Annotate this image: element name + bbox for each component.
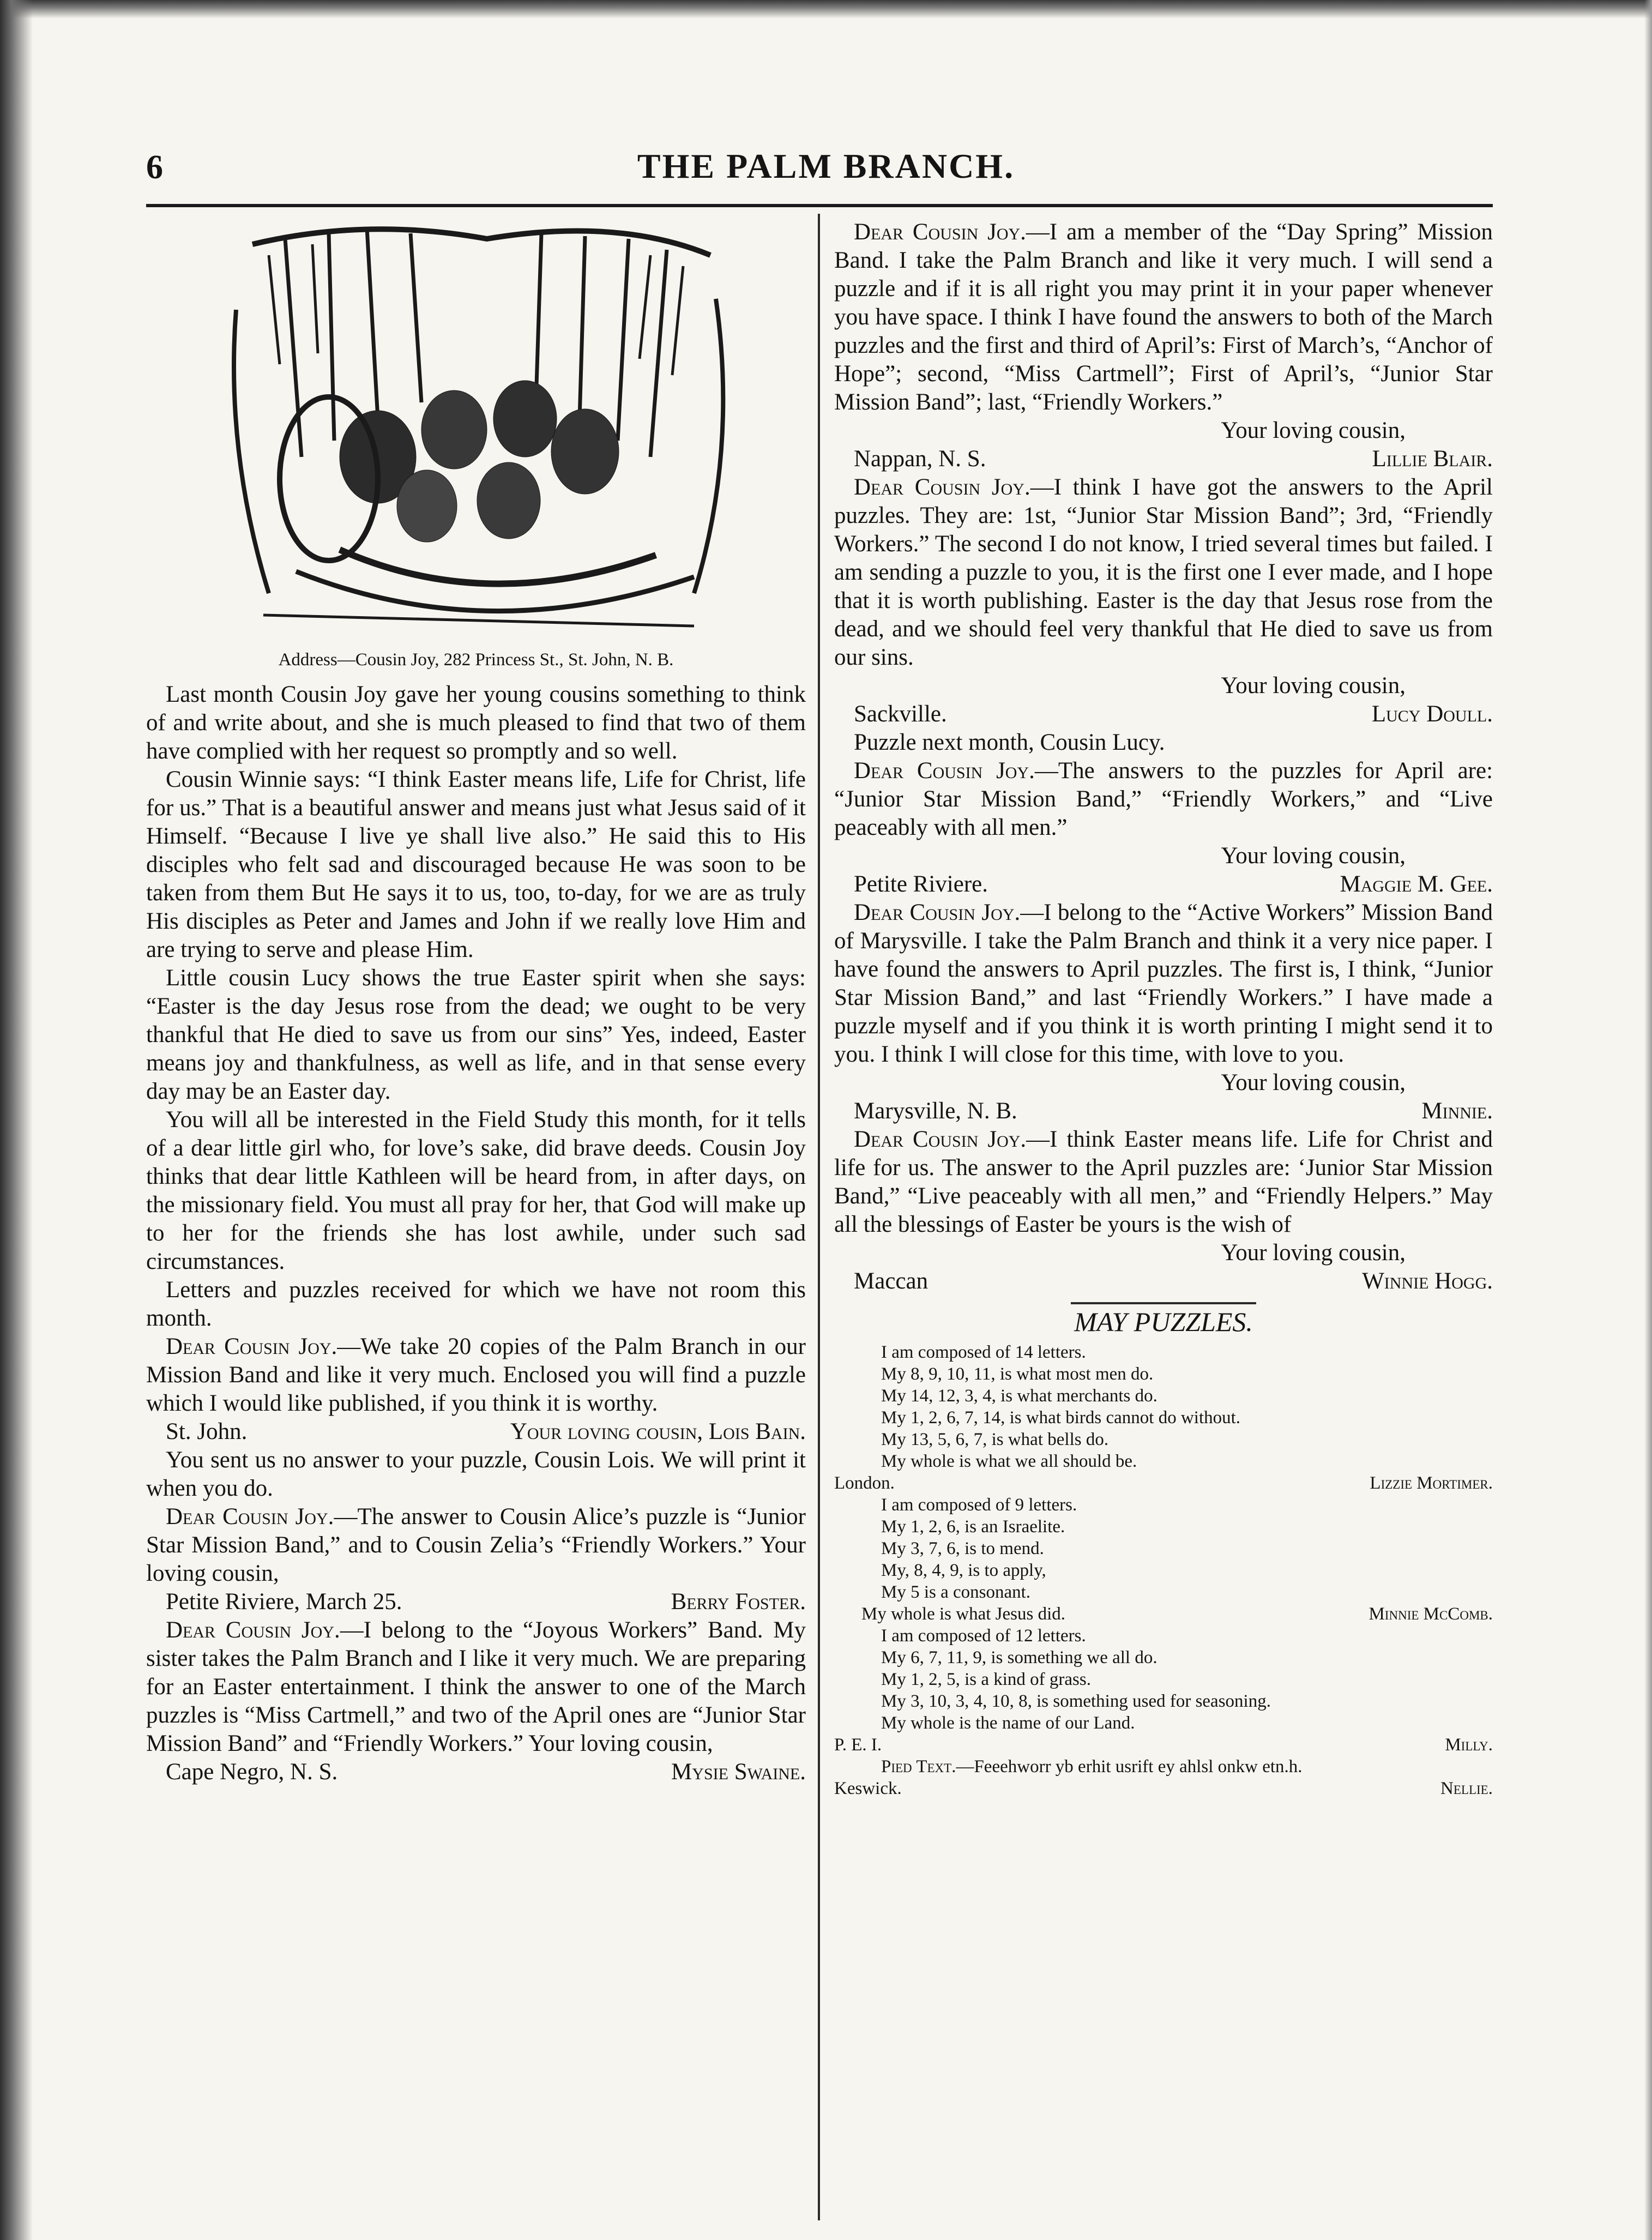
puzzle-line: My 8, 9, 10, 11, is what most men do. bbox=[881, 1364, 1154, 1384]
letter-closing: Your loving cousin, bbox=[1221, 1240, 1406, 1266]
page-number: 6 bbox=[146, 149, 163, 186]
puzzle-line: My 14, 12, 3, 4, is what merchants do. bbox=[881, 1386, 1157, 1406]
editor-reply: You sent us no answer to your puzzle, Cousin Lois. We will print it when you do. bbox=[146, 1447, 806, 1501]
letter-place: Sackville. bbox=[854, 701, 947, 727]
letter-lucy-doull bbox=[834, 473, 1493, 672]
editorial-paragraph: Letters and puzzles received for which we have not room this month. bbox=[146, 1277, 806, 1331]
header-rule bbox=[146, 204, 1493, 207]
puzzles-section bbox=[834, 1341, 1493, 1799]
letter-body: —We take 20 copies of the Palm Branch in our Mission Band and like it very much. Enclosed you will find a puzzle which I would like published, if you think it is worthy. bbox=[146, 1334, 806, 1416]
page-title: THE PALM BRANCH. bbox=[637, 147, 1015, 185]
letter-winnie-hogg bbox=[834, 1125, 1493, 1239]
letter-body: —I am a member of the “Day Spring” Mission Band. I take the Palm Branch and like it very much. I will send a puzzle and if it is all right you may print it in your paper whenever you have space. I think I have found the answers to both of the March puzzles and the first and third of April’s: First of March’s, “Anchor of Hope”; second, “Miss Cartmell”; First of April’s, “Junior Star Mission Band”; last, “Friendly Workers.” bbox=[834, 219, 1493, 415]
letter-place: St. John. bbox=[166, 1419, 248, 1444]
letter-author: Lillie Blair. bbox=[1372, 446, 1493, 472]
letter-signature bbox=[146, 1418, 806, 1446]
puzzle-line: My, 8, 4, 9, is to apply, bbox=[881, 1561, 1046, 1580]
puzzle-line: My whole is the name of our Land. bbox=[881, 1713, 1135, 1733]
letter-place: Petite Riviere. bbox=[854, 871, 988, 897]
letter-body: —I belong to the “Active Workers” Mission Band of Marysville. I take the Palm Branch and think it a very nice paper. I have found the answers to April puzzles. The first is, I think, “Junior Star Mission Band,” and last “Friendly Workers.” I have made a puzzle myself and if you think it is worth printing I might send it to you. I think I will close for this time, with love to you. bbox=[834, 900, 1493, 1067]
letter-signature bbox=[146, 1758, 806, 1786]
section-divider bbox=[1071, 1302, 1256, 1304]
letter-minnie bbox=[834, 899, 1493, 1069]
letter-mysie-swaine bbox=[146, 1616, 806, 1758]
letter-signature bbox=[834, 445, 1493, 473]
puzzle-milly bbox=[834, 1625, 1493, 1756]
illustration-caption: Address—Cousin Joy, 282 Princess St., St. John, N. B. bbox=[278, 650, 674, 670]
letter-maggie-gee bbox=[834, 757, 1493, 842]
puzzle-line: My 6, 7, 11, 9, is something we all do. bbox=[881, 1648, 1157, 1667]
puzzle-line: My 13, 5, 6, 7, is what bells do. bbox=[881, 1430, 1109, 1449]
letter-author: Berry Foster. bbox=[671, 1589, 806, 1615]
puzzle-line: My 3, 10, 3, 4, 10, 8, is something used for seasoning. bbox=[881, 1691, 1271, 1711]
letter-author: Maggie M. Gee. bbox=[1340, 871, 1493, 897]
scan-border-top bbox=[0, 0, 1652, 19]
cousin-joys-corner-illustration bbox=[203, 222, 749, 642]
editorial-paragraph: You will all be interested in the Field Study this month, for it tells of a dear little girl who, for love’s sake, did brave deeds. Cousin Joy thinks that dear little Kathleen will be heard from, in after days, on the missionary field. You must all pray for her, that God will make up to her for the friends she has lost awhile, under such sad circumstances. bbox=[146, 1107, 806, 1274]
puzzle-line: My whole is what we all should be. bbox=[881, 1452, 1137, 1471]
letter-closing: Your loving cousin, bbox=[1221, 1070, 1406, 1095]
puzzle-signature bbox=[834, 1472, 1493, 1494]
letter-salutation: Dear Cousin Joy. bbox=[854, 758, 1035, 784]
puzzle-author: Milly. bbox=[1445, 1735, 1493, 1755]
letter-salutation: Dear Cousin Joy. bbox=[854, 474, 1030, 500]
letter-closing: Your loving cousin, bbox=[1221, 843, 1406, 869]
editorial-paragraph: Cousin Winnie says: “I think Easter means life, Life for Christ, life for us.” That is a beautiful answer and means just what Jesus said of it Himself. “Because I live ye shall live also.” He said this to His disciples who felt sad and discouraged because He was soon to be taken from them But He says it to us, too, to-day, for we are as truly His disciples as Peter and James and John if we really love Him and are trying to serve and please Him. bbox=[146, 767, 806, 962]
pied-text-label: Pied Text. bbox=[881, 1757, 956, 1777]
letter-author: Minnie. bbox=[1421, 1098, 1493, 1124]
letter-salutation: Dear Cousin Joy. bbox=[166, 1334, 337, 1359]
puzzle-line: My 1, 2, 5, is a kind of grass. bbox=[881, 1670, 1091, 1689]
editorial-paragraph: Last month Cousin Joy gave her young cousins something to think of and write about, and she is much pleased to find that two of them have complied with her request so promptly and so well. bbox=[146, 682, 806, 764]
letter-place: Maccan bbox=[854, 1268, 929, 1294]
puzzle-line: I am composed of 12 letters. bbox=[881, 1626, 1086, 1646]
right-column bbox=[834, 218, 1493, 2220]
letter-body: —I think I have got the answers to the April puzzles. They are: 1st, “Junior Star Mission Band”; 3rd, “Friendly Workers.” The second I do not know, I tried several times but failed. I am sending a puzzle to you, it is the first one I ever made, and I hope that it is worth publishing. Easter is the day that Jesus rose from the dead, and we should feel very thankful that He died to save us from our sins. bbox=[834, 474, 1493, 670]
letter-berry-foster bbox=[146, 1503, 806, 1588]
letter-salutation: Dear Cousin Joy. bbox=[854, 900, 1021, 925]
puzzle-signature bbox=[834, 1778, 1493, 1799]
puzzle-author: Lizzie Mortimer. bbox=[1370, 1473, 1493, 1493]
letter-signature bbox=[834, 1097, 1493, 1125]
letter-closing: Your loving cousin, bbox=[1221, 673, 1406, 699]
pied-text-body: —Feeehworr yb erhit usrift ey ahlsl onkw etn.h. bbox=[956, 1757, 1303, 1777]
letter-lillie-blair bbox=[834, 218, 1493, 417]
letter-body: —The answer to Cousin Alice’s puzzle is “Junior Star Mission Band,” and to Cousin Zelia’s “Friendly Workers.” Your loving cousin, bbox=[146, 1504, 806, 1586]
puzzle-line bbox=[834, 1756, 1493, 1778]
editorial-paragraph: Little cousin Lucy shows the true Easter spirit when she says: “Easter is the day Jesus rose from the dead; we ought to be very thankful that He died to save us from our sins” Yes, indeed, Easter means joy and thankfulness, as well as life, and in that sense every day may be an Easter day. bbox=[146, 965, 806, 1104]
letter-place: Cape Negro, N. S. bbox=[166, 1759, 338, 1785]
letter-signature bbox=[146, 1588, 806, 1616]
puzzle-line: I am composed of 9 letters. bbox=[881, 1495, 1077, 1515]
puzzle-line: My whole is what Jesus did. bbox=[861, 1604, 1065, 1624]
letter-body: —The answers to the puzzles for April are: “Junior Star Mission Band,” “Friendly Workers,” and “Live peaceably with all men.” bbox=[834, 758, 1493, 840]
letter-salutation: Dear Cousin Joy. bbox=[166, 1617, 340, 1643]
puzzle-lizzie-mortimer bbox=[834, 1341, 1493, 1494]
left-column bbox=[146, 218, 806, 2220]
letter-author: Winnie Hogg. bbox=[1362, 1268, 1493, 1294]
letter-salutation: Dear Cousin Joy. bbox=[166, 1504, 334, 1530]
puzzle-place: P. E. I. bbox=[834, 1735, 882, 1755]
letter-closing: Your loving cousin, bbox=[1221, 418, 1406, 443]
scan-border-right bbox=[1644, 0, 1652, 2240]
puzzle-author: Minnie McComb. bbox=[1368, 1604, 1493, 1624]
puzzle-line: My 1, 2, 6, is an Israelite. bbox=[881, 1517, 1065, 1537]
puzzle-place: London. bbox=[834, 1473, 895, 1493]
letter-salutation: Dear Cousin Joy. bbox=[854, 219, 1026, 245]
editor-note: Puzzle next month, Cousin Lucy. bbox=[854, 730, 1165, 755]
letter-author: Mysie Swaine. bbox=[671, 1759, 806, 1785]
puzzle-pied-text bbox=[834, 1756, 1493, 1799]
puzzle-line: My 3, 7, 6, is to mend. bbox=[881, 1539, 1044, 1558]
puzzle-signature bbox=[834, 1734, 1493, 1756]
letter-salutation: Dear Cousin Joy. bbox=[854, 1127, 1027, 1152]
puzzle-place: Keswick. bbox=[834, 1779, 902, 1798]
letter-signoff: Your loving cousin, Lois Bain. bbox=[510, 1419, 806, 1444]
column-divider bbox=[818, 214, 820, 2220]
letter-signature bbox=[834, 1267, 1493, 1296]
letter-lois-bain bbox=[146, 1333, 806, 1418]
puzzle-minnie-mccomb bbox=[834, 1494, 1493, 1625]
puzzle-signature bbox=[834, 1603, 1493, 1625]
letter-body: —I belong to the “Joyous Workers” Band. My sister takes the Palm Branch and I like it very much. We are preparing for an Easter entertainment. I think the answer to one of the March puzzles is “Miss Cartmell,” and two of the April ones are “Junior Star Mission Band” and “Friendly Workers.” Your loving cousin, bbox=[146, 1617, 806, 1756]
puzzles-heading: MAY PUZZLES. bbox=[1074, 1306, 1253, 1337]
letter-body: —I think Easter means life. Life for Christ and life for us. The answer to the April puzzles are: ‘Junior Star Mission Band,” “Live peaceably with all men,” and “Friendly Helpers.” May all the blessings of Easter be yours is the wish of bbox=[834, 1127, 1493, 1237]
scan-border-left bbox=[0, 0, 33, 2240]
puzzle-line: I am composed of 14 letters. bbox=[881, 1342, 1086, 1362]
letter-signature bbox=[834, 700, 1493, 728]
letter-place: Petite Riviere, March 25. bbox=[166, 1589, 402, 1615]
letter-author: Lucy Doull. bbox=[1371, 701, 1493, 727]
puzzle-author: Nellie. bbox=[1440, 1779, 1493, 1798]
letter-signature bbox=[834, 870, 1493, 899]
puzzle-line: My 5 is a consonant. bbox=[881, 1582, 1031, 1602]
letter-place: Marysville, N. B. bbox=[854, 1098, 1017, 1124]
letter-place: Nappan, N. S. bbox=[854, 446, 986, 472]
puzzle-line: My 1, 2, 6, 7, 14, is what birds cannot do without. bbox=[881, 1408, 1241, 1428]
